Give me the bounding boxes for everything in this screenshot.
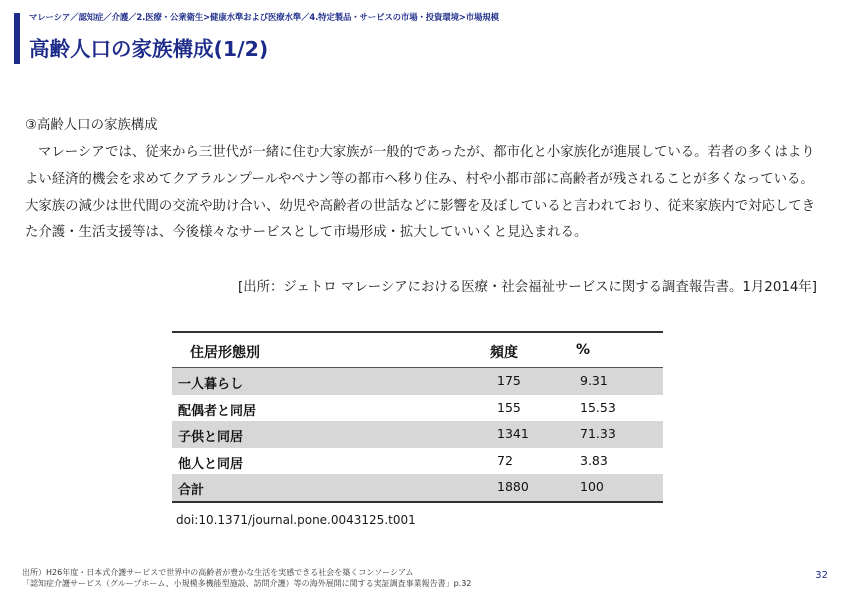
row-percent: 3.83 (580, 452, 608, 468)
citation: [出所：ジェトロ マレーシアにおける医療・社会福祉サービスに関する調査報告書。1月2014年] (238, 280, 817, 295)
section-heading: ③高齢人口の家族構成 (25, 118, 158, 133)
table-row (172, 421, 663, 448)
page-number: 32 (815, 570, 828, 581)
table-doi: doi:10.1371/journal.pone.0043125.t001 (176, 513, 416, 527)
row-percent: 9.31 (580, 373, 608, 388)
row-percent: 71.33 (580, 426, 616, 442)
footer-source-line1: 出所）H26年度・日本式介護サービスで世界中の高齢者が豊かな生活を実感できる社会を築くコンソーシアム (22, 568, 414, 577)
title-accent-bar (14, 13, 20, 64)
header-percent: % (576, 342, 591, 358)
footer-source (22, 568, 471, 589)
table-row (172, 368, 663, 395)
breadcrumb: マレーシア／認知症／介護／2.医療・公衆衛生>健康水準および医療水準／4.特定製品・サービスの市場・投資環境>市場規模 (29, 12, 499, 22)
body-paragraph: マレーシアでは、従来から三世代が一緒に住む大家族が一般的であったが、都市化と小家族化が進展している。若者の多くはよりよい経済的機会を求めてクアラルンプールやペナン等の都市へ移り住み、村や小都市部に高齢者が残されることが多くなっている。大家族の減少は世代間の交流や助け合い、幼児や高齢者の世話などに影響を及ぼしていると言われており、従来家族内で対応してきた介護・生活支援等は、今後様々なサービスとして市場形成・拡大していいくと見込まれる。 (25, 145, 816, 241)
page-title: 高齢人口の家族構成(1/2) (29, 37, 269, 61)
header-frequency: 頻度 (490, 345, 518, 361)
header-living-arrangement: 住居形態別 (190, 345, 260, 361)
table-row (172, 448, 663, 475)
table-row-total (172, 474, 663, 501)
row-label: 配偶者と同居 (178, 403, 257, 419)
row-frequency: 1341 (497, 426, 529, 442)
row-label: 子供と同居 (178, 430, 244, 446)
table-row (172, 395, 663, 422)
row-frequency: 72 (497, 452, 513, 468)
row-label: 一人暮らし (178, 377, 244, 392)
living-arrangement-table (172, 331, 663, 501)
row-label: 合計 (178, 483, 205, 499)
table-bottom-rule (172, 501, 663, 503)
footer-source-line2: 「認知症介護サービス（グループホーム、小規模多機能型施設、訪問介護）等の海外展開に関する実証調査事業報告書」p.32 (22, 578, 472, 588)
row-percent: 15.53 (580, 399, 616, 415)
row-label: 他人と同居 (178, 456, 244, 472)
row-frequency: 155 (497, 399, 521, 415)
table-header-row (172, 333, 663, 367)
row-frequency: 175 (497, 373, 521, 388)
row-frequency: 1880 (497, 479, 529, 495)
row-percent: 100 (580, 479, 604, 495)
